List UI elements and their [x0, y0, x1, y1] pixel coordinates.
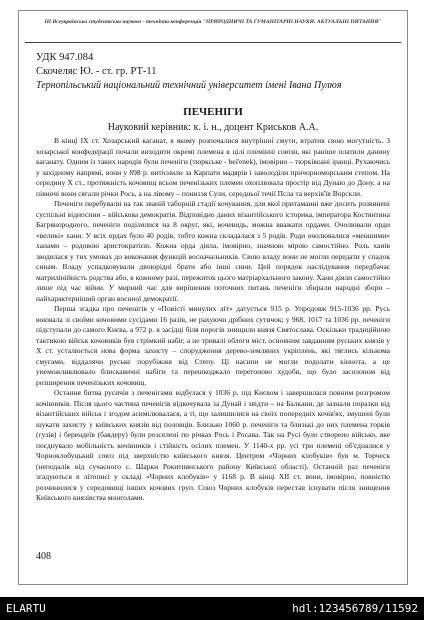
article-body: [36, 136, 390, 504]
repository-name: ELARTU: [6, 602, 46, 615]
udk-code: УДК 947.084: [36, 52, 94, 63]
paragraph-2: Печеніги перебували на так званій таборній стадії кочування, для якої притаманні вже досить розвинені суспільні відносини – військова демократія. Відповідно даних візантійського історика, імператора Костянтина Багрянородного, печеніги поділялися на 8 округ, які, вочевидь, можна вважати ордами. Очолювали орди «великі» хани. У всіх ордах було 40 родів, тобто кожна складалася з 5 родів. Роди очолювалися «меншими» ханами – родовою аристократією. Кожна орда діяла, імовірно, значною мірою самостійно. Роль ханів зводилася у тих умовах до виконання функцій восначальників. Свою владу вони не могли передати у спадок синам. Владу успадковували двоюрідні брати або інші сини. Цей порядок наслідування передбачає матрилінійність родства або, в кожному разі, пережиток цього матріархального закону. Хани діяли самостійно лише під час війни. У мирний час для вирішення поточних питань печеніги збирали народні збори – найхарактерніший орган воєнної демократії.: [36, 199, 390, 303]
page-number: 408: [36, 551, 51, 562]
header-rule: [25, 42, 401, 43]
handle-identifier: hdl:123456789/11592: [292, 602, 418, 615]
article-title: ПЕЧЕНІГИ: [183, 106, 243, 118]
paragraph-3: Перша згадка про печенігів у «Повісті минулих літ» датується 915 р. Упродовж 915-1036 рр. Русь воювала зі своїми кочовими сусідами 16 разів, не рахуючи дрібних сутичок; у 968, 1017 та 1036 рр. печеніги підступали до самого Києва, а 972 р. в засідці біля порогів знищили князя Святослава. Оскільки традиційною тактикою військ кочовиків був стрімкий набіг, а не тривалі облоги міст, основним завданням руських князів у X ст. усталюється нова форма захисту – спорудження дерево-земляних укріплень, які тяглись кількома смугами, віддалячи руське порубіжжя від Степу. Ці насипи не могли подолати кіннота, а це унеможливлювало блискавичні набіги та перешкоджало перетоново худоби, що було засолоном від розширення печенізьких кочовищ.: [36, 304, 390, 387]
paragraph-1: В кінці IX ст. Хозарський каганат, в якому розпочалися внутрішні смути, втратив свою могутність. З хозарської конфедерації почали виходити окремі племена в цілі племінні союзи, які раніше платили данину каганату. Одним із таких народів були печеніги (тюркське - beĉenek), імовірно – тюрківоані іранці. Рухаючись у західному напрямі, вони у 898 р. витіснили за Карпати мадярів і заволоділи причорноморським степом. На середину X ст., протяжність кочовищ всьом печенізьких племен охоплювала простір від Дунаю до Дону, а на півночі вони сягали річки Рось, а на лівому – пониззя Сули, середньої течії Псла та верхів'їв Ворскли.: [36, 136, 390, 198]
supervisor-line: Науковий керівник: к. і. н., доцент Криськов А.А.: [107, 122, 319, 133]
conference-header: ІІІ Всеукраїнська студентська науково - технічна конференція "ПРИРОДНИЧІ ТА ГУМАНІТАРНІ НАУКИ. АКТУАЛЬНІ ПИТАННЯ": [44, 19, 382, 25]
university-line: Тернопільський національний технічний університет імені Івана Пулюя: [36, 80, 342, 91]
paragraph-4: Остання битва русичів з печенігами відбулася у 1036 р. під Києвом і завершилася повним розгромом кочівників. Після цього частина печенігів відкочувала за Дунай і звідти – на Балкани, де зазнали поразки від візантійських військ і згодом асимілювалася, а ті, що залишилися на своїх попередніх кочів'ях, змушені були шукати захисту у київських князів від половців. Близько 1060 р. печеніги та близькі до них племена торків (гузів) і берендеїв (баядеру) були розселені по річках Рось і Росава. Так на Русі було створено військо, яке поєднувало мобільність кочівників і стійкість осілих племен. У 1140-х рр. усі три племені об'єдналися у Чорноклобуцький союз під зверхністю київського князя. Центром «Чорних клобуків» був м. Торческ (неподалік від сучасного с. Шарки Рокитнянського району Київської області). Останній раз печеніги згадуються в літописі у складі «Чорних клобуків» у 1168 р. В кінці XII ст. вони, імовірно, повністю розчинилися у середовищі інших кочових груп. Союз Чорних клобуків перестав існувати після знищення Київського князівства монголами.: [36, 388, 390, 502]
author-line: Скочеляс Ю. - ст. гр. РТ-11: [36, 66, 157, 77]
document-page: [18, 10, 408, 585]
repository-footer-bar: [0, 597, 424, 620]
